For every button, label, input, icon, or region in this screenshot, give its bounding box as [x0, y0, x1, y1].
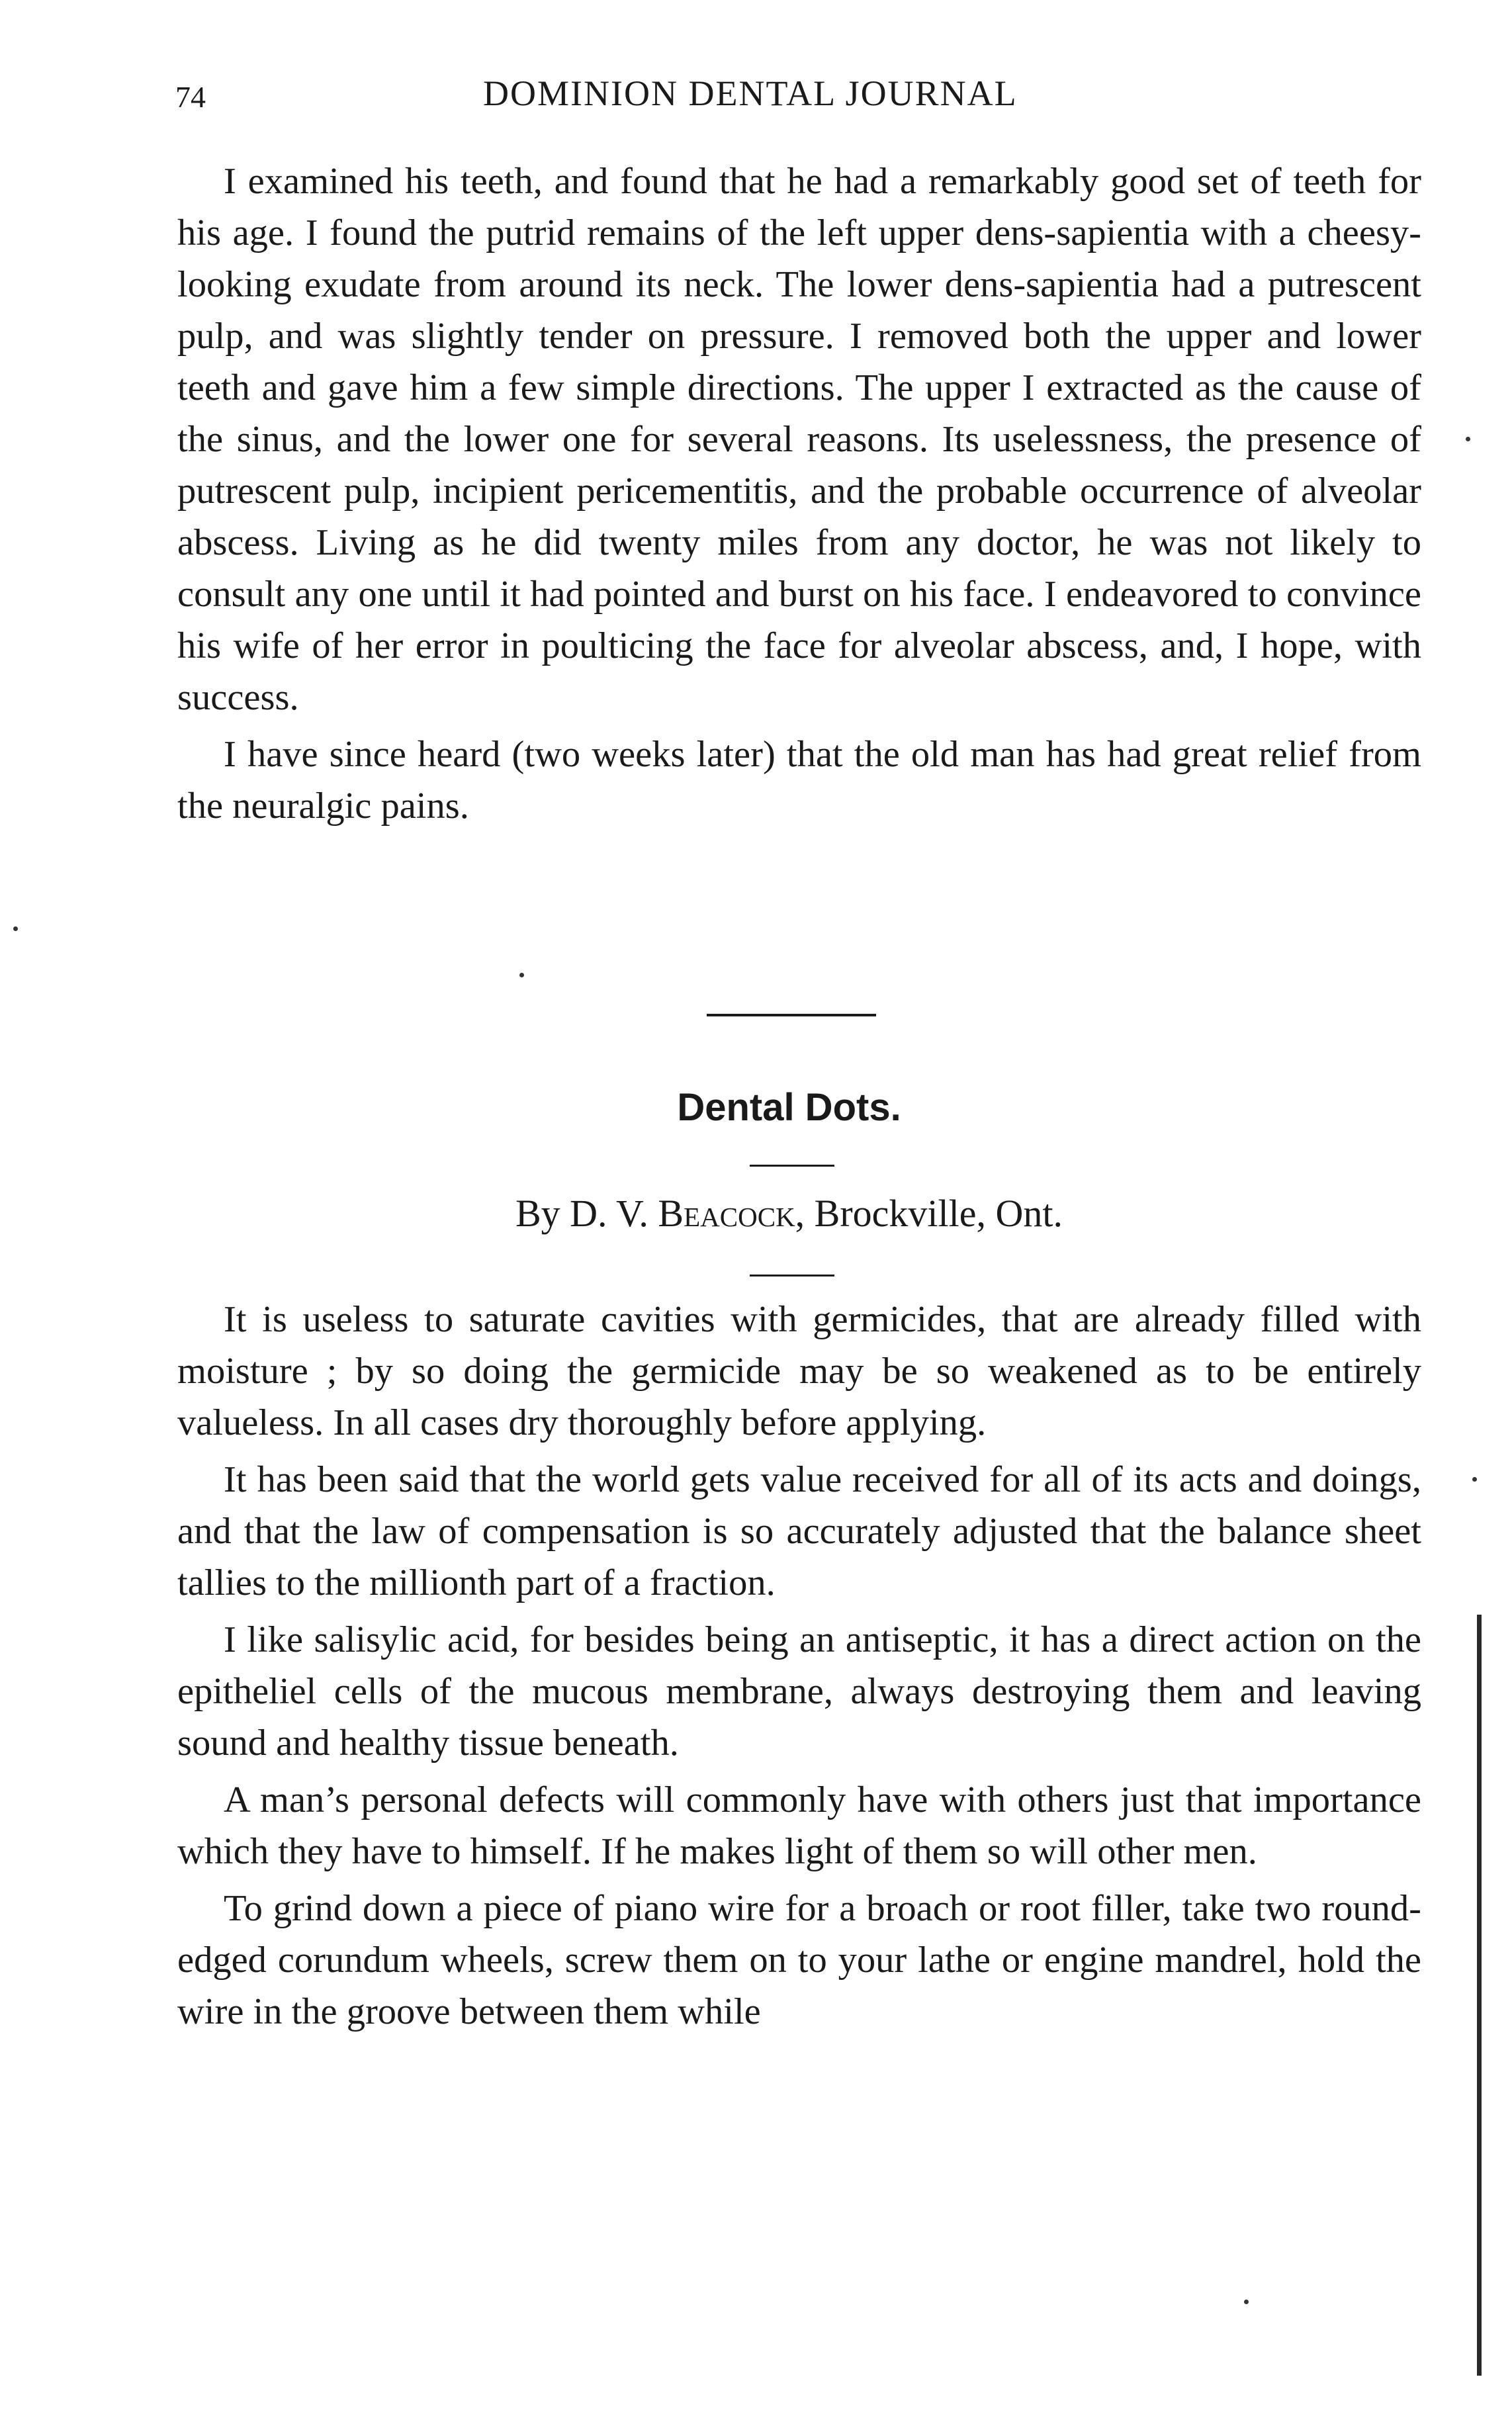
byline-author: Beacock, — [658, 1192, 805, 1235]
section-divider — [707, 1014, 876, 1016]
byline-rule — [750, 1275, 834, 1276]
article-paragraph: It is useless to saturate cavities with germicides, that are already filled with moisture ; by so doing the germicide may be so weakened as to be entirely valueless. In all cases dry thoroughly before applying. — [177, 1299, 1421, 1443]
article-paragraph: To grind down a piece of piano wire for a broach or root filler, take two round-edged corundum wheels, screw them on to your lathe or engine mandrel, hold the wire in the groove between them while — [177, 1888, 1421, 2032]
article-paragraph: A man’s personal defects will commonly have with others just that importance which they have to himself. If he makes light of them so will other men. — [177, 1779, 1421, 1872]
binding-edge-shadow — [1477, 1615, 1482, 2376]
prior-article-body — [177, 156, 1421, 832]
byline-place: Brockville, Ont. — [814, 1192, 1063, 1235]
title-rule — [750, 1165, 834, 1167]
prior-article-paragraph: I have since heard (two weeks later) that the old man has had great relief from the neuralgic pains. — [177, 734, 1421, 827]
article-paragraph: It has been said that the world gets value received for all of its acts and doings, and that the law of compensation is so accurately adjusted that the balance sheet tallies to the millionth part of a fraction. — [177, 1459, 1421, 1603]
article-body — [177, 1294, 1421, 2037]
byline-prefix: By D. V. — [515, 1192, 648, 1235]
article-paragraph: I like salisylic acid, for besides being an antiseptic, it has a direct action on the epitheliel cells of the mucous membrane, always destroying them and leaving sound and healthy tissue beneath. — [177, 1619, 1421, 1764]
scan-speck — [1244, 2300, 1249, 2304]
running-header — [175, 73, 1426, 132]
page-number: 74 — [175, 80, 206, 114]
byline — [33, 1191, 1512, 1235]
journal-title: DOMINION DENTAL JOURNAL — [483, 73, 1018, 113]
prior-article-paragraph: I examined his teeth, and found that he had a remarkably good set of teeth for his age. I found the putrid remains of the left upper dens-sapientia with a cheesy-looking exudate from around its neck. The lower dens-sapientia had a putrescent pulp, and was slightly tender on pressure. I removed both the upper and lower teeth and gave him a few simple directions. The upper I extracted as the cause of the sinus, and the lower one for several reasons. Its uselessness, the presence of putrescent pulp, incipient pericementitis, and the probable occurrence of alveolar abscess. Living as he did twenty miles from any doctor, he was not likely to consult any one until it had pointed and burst on his face. I endeavored to convince his wife of her error in poulticing the face for alveolar abscess, and, I hope, with success. — [177, 161, 1421, 718]
scan-speck — [519, 973, 524, 977]
article-title: Dental Dots. — [677, 1086, 901, 1129]
scan-speck — [1466, 437, 1470, 441]
scan-speck — [1472, 1477, 1477, 1482]
scan-speck — [13, 926, 18, 931]
